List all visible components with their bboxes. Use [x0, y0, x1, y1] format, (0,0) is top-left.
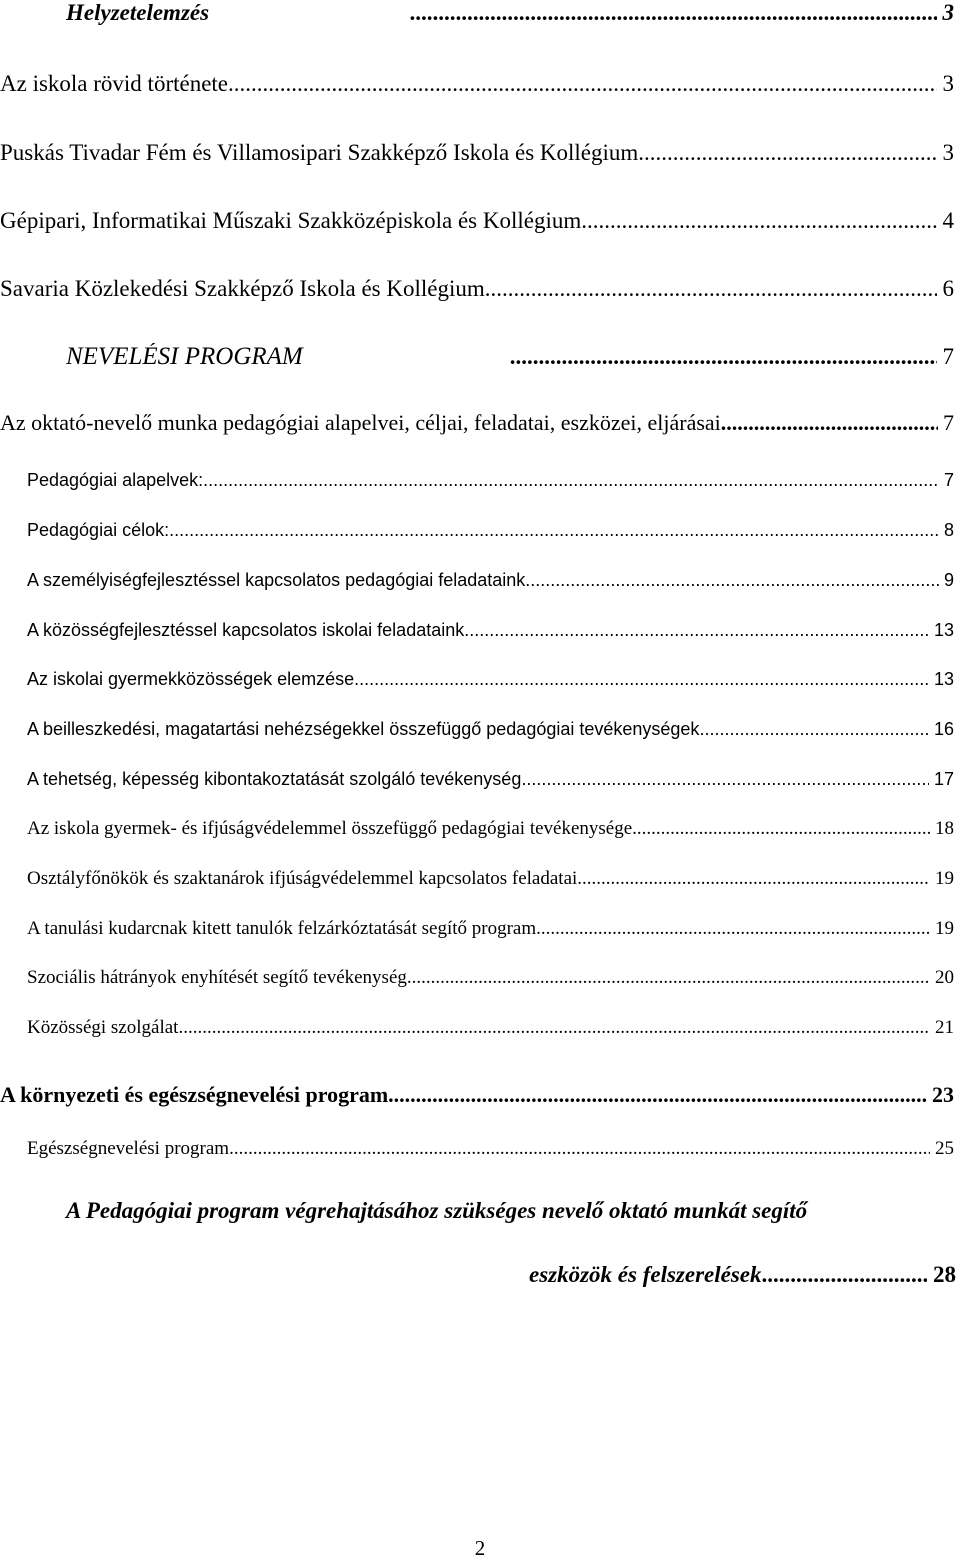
- toc-entry-title: Pedagógiai célok:: [27, 520, 170, 540]
- toc-entry[interactable]: [0, 1082, 954, 1108]
- toc-entry-page: 20: [935, 967, 954, 988]
- toc-entry-page: 13: [933, 669, 954, 689]
- toc-entry[interactable]: [27, 967, 954, 989]
- toc-entry-page: 9: [943, 570, 954, 590]
- toc-entry-page: 3: [942, 71, 954, 96]
- toc-entry-page: 7: [942, 344, 954, 369]
- toc-entry[interactable]: [27, 1017, 954, 1039]
- toc-entry-page: 19: [935, 918, 954, 939]
- toc-entry-page: 13: [933, 620, 954, 640]
- toc-entry[interactable]: [66, 0, 954, 26]
- toc-entry-title: A beilleszkedési, magatartási nehézségekkel összefüggő pedagógiai tevékenységek: [27, 719, 700, 739]
- toc-entry-title: Az iskola rövid története: [0, 71, 229, 96]
- toc-entry-title: A tanulási kudarcnak kitett tanulók felzárkóztatását segítő program: [27, 918, 537, 939]
- toc-entry-title: A környezeti és egészségnevelési program: [0, 1082, 389, 1107]
- toc-leader-dots: [510, 344, 937, 370]
- toc-entry-title: Helyzetelemzés: [66, 0, 210, 25]
- toc-entry-title: eszközök és felszerelések: [529, 1262, 762, 1287]
- toc-entry-final[interactable]: [529, 1262, 956, 1288]
- toc-leader-dots: [721, 410, 938, 436]
- toc-leader-dots: [521, 769, 929, 790]
- toc-entry-page: 18: [935, 818, 954, 839]
- toc-entry[interactable]: [0, 208, 954, 234]
- toc-leader-dots: [632, 818, 930, 840]
- toc-entry-title: Szociális hátrányok enyhítését segítő tevékenység: [27, 967, 407, 988]
- toc-entry[interactable]: [27, 818, 954, 840]
- toc-entry-title: Osztályfőnökök és szaktanárok ifjúságvédelemmel kapcsolatos feladatai: [27, 868, 578, 889]
- toc-entry-page: 16: [933, 719, 954, 739]
- toc-leader-dots: [410, 0, 936, 26]
- toc-leader-dots: [536, 918, 930, 940]
- toc-entry-page: 3: [942, 0, 954, 25]
- toc-entry-page: 4: [942, 208, 954, 233]
- toc-entry-page: 21: [935, 1017, 954, 1038]
- toc-entry-page: 7: [943, 470, 954, 490]
- toc-leader-dots: [228, 71, 937, 97]
- toc-entry[interactable]: [27, 520, 954, 541]
- toc-leader-dots: [464, 620, 929, 641]
- toc-entry[interactable]: [0, 276, 954, 302]
- toc-entry[interactable]: [27, 620, 954, 641]
- toc-leader-dots: [581, 208, 937, 234]
- toc-entry-title: Puskás Tivadar Fém és Villamosipari Szakképző Iskola és Kollégium: [0, 140, 639, 165]
- toc-leader-dots: [577, 868, 930, 890]
- toc-entry-page: 19: [935, 868, 954, 889]
- toc-leader-dots: [638, 140, 936, 166]
- toc-leader-dots: [388, 1082, 926, 1108]
- toc-entry[interactable]: [27, 570, 954, 591]
- toc-entry-title: Gépipari, Informatikai Műszaki Szakközépiskola és Kollégium: [0, 208, 582, 233]
- toc-entry[interactable]: [66, 343, 954, 371]
- toc-leader-dots: [203, 470, 939, 491]
- page-number: 2: [474, 1536, 486, 1560]
- toc-entry-title: NEVELÉSI PROGRAM: [66, 343, 303, 370]
- toc-leader-dots: [169, 520, 939, 541]
- toc-entry[interactable]: [0, 140, 954, 166]
- toc-entry-title: Az oktató-nevelő munka pedagógiai alapelvei, céljai, feladatai, eszközei, eljárásai: [0, 410, 721, 435]
- toc-leader-dots: [525, 570, 939, 591]
- toc-entry[interactable]: [27, 719, 954, 740]
- toc-leader-dots: [229, 1138, 930, 1160]
- toc-leader-dots: [178, 1017, 930, 1039]
- toc-entry-title: Pedagógiai alapelvek:: [27, 470, 204, 490]
- toc-entry-page: 25: [935, 1138, 954, 1159]
- toc-leader-dots: [699, 719, 929, 740]
- toc-entry-title: Egészségnevelési program: [27, 1138, 230, 1159]
- toc-entry-page: 7: [943, 410, 954, 435]
- toc-entry-page: 28: [933, 1262, 956, 1287]
- toc-entry-title: A közösségfejlesztéssel kapcsolatos iskolai feladataink: [27, 620, 465, 640]
- toc-entry[interactable]: [27, 470, 954, 491]
- toc-entry[interactable]: [0, 71, 954, 97]
- toc-entry-page: 17: [933, 769, 954, 789]
- toc-entry-title: A személyiségfejlesztéssel kapcsolatos pedagógiai feladataink: [27, 570, 526, 590]
- toc-leader-dots: [354, 669, 929, 690]
- toc-entry[interactable]: [27, 1138, 954, 1160]
- toc-entry[interactable]: [27, 669, 954, 690]
- toc-entry[interactable]: [0, 410, 954, 436]
- toc-entry-page: 6: [942, 276, 954, 301]
- toc-entry-title: Az iskola gyermek- és ifjúságvédelemmel összefüggő pedagógiai tevékenysége: [27, 818, 633, 839]
- toc-leader-dots: [407, 967, 930, 989]
- toc-entry-page: 8: [943, 520, 954, 540]
- toc-entry-title: Savaria Közlekedési Szakképző Iskola és Kollégium: [0, 276, 485, 301]
- toc-leader-dots: [485, 276, 937, 302]
- toc-entry-final-title-line1[interactable]: A Pedagógiai program végrehajtásához szükséges nevelő oktató munkát segítő: [66, 1198, 808, 1223]
- toc-entry-page: 23: [932, 1082, 954, 1107]
- toc-entry-title: Az iskolai gyermekközösségek elemzése: [27, 669, 355, 689]
- toc-entry-page: 3: [942, 140, 954, 165]
- toc-entry[interactable]: [27, 868, 954, 890]
- toc-entry[interactable]: [27, 918, 954, 940]
- toc-entry[interactable]: [27, 769, 954, 790]
- toc-entry-title: A tehetség, képesség kibontakoztatását szolgáló tevékenység: [27, 769, 522, 789]
- toc-entry-title: Közösségi szolgálat: [27, 1017, 179, 1038]
- toc-leader-dots: [762, 1262, 928, 1288]
